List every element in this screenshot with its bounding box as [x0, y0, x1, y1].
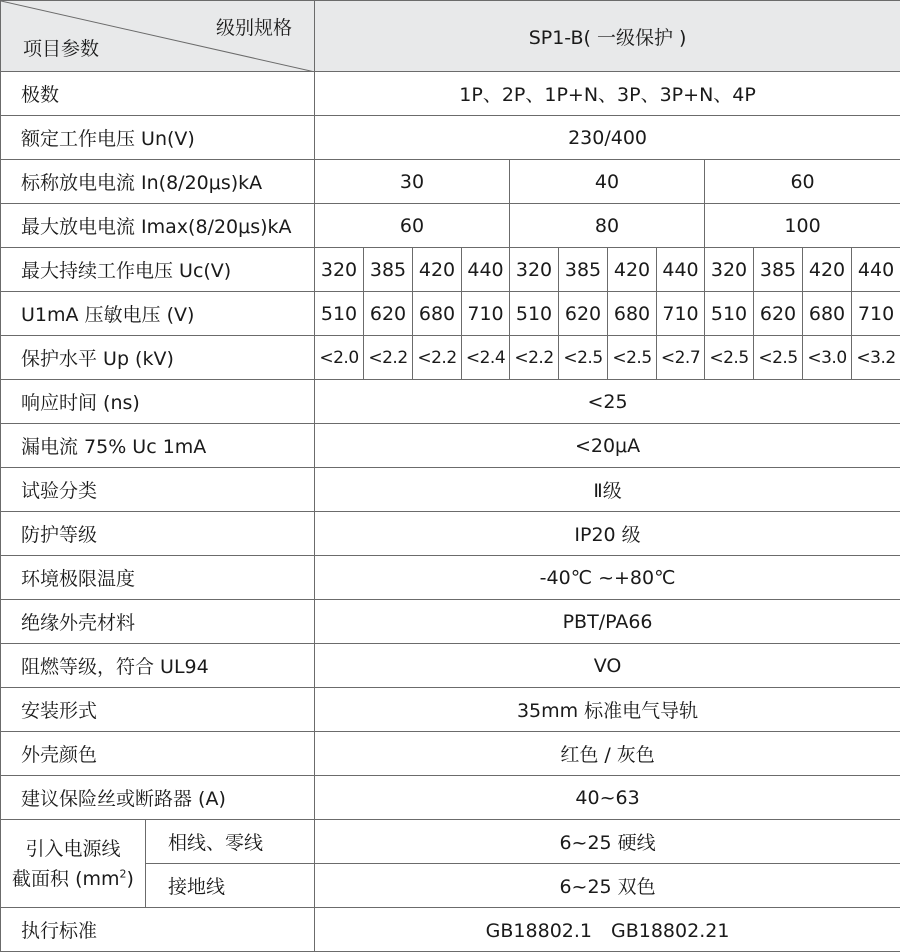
table-row: [1, 468, 900, 512]
row-value: 35mm 标准电气导轨: [315, 688, 900, 732]
row-label: 防护等级: [1, 512, 315, 556]
row-label: 外壳颜色: [1, 732, 315, 776]
row-value: 320: [510, 248, 559, 292]
row-value: VO: [315, 644, 900, 688]
row-value: GB18802.1 GB18802.21: [315, 908, 900, 952]
row-value: <20μA: [315, 424, 900, 468]
row-value: <2.5: [608, 336, 657, 380]
table-row: [1, 292, 900, 336]
row-value: <2.2: [510, 336, 559, 380]
row-label: 极数: [1, 72, 315, 116]
table-row: [1, 776, 900, 820]
row-value: 620: [754, 292, 803, 336]
row-value: 440: [462, 248, 510, 292]
table-row: [1, 72, 900, 116]
table-row: [1, 160, 900, 204]
row-value: 710: [852, 292, 900, 336]
row-value: <2.2: [364, 336, 413, 380]
row-value: <2.0: [315, 336, 364, 380]
row-value: 710: [657, 292, 705, 336]
row-label: 响应时间 (ns): [1, 380, 315, 424]
row-value: 620: [364, 292, 413, 336]
row-value: 385: [754, 248, 803, 292]
row-value: 620: [559, 292, 608, 336]
row-value: 40: [510, 160, 705, 204]
row-label: 最大放电电流 Imax(8/20μs)kA: [1, 204, 315, 248]
table-row: [1, 380, 900, 424]
row-value: 40~63: [315, 776, 900, 820]
row-label: 标称放电电流 In(8/20μs)kA: [1, 160, 315, 204]
row-label: 环境极限温度: [1, 556, 315, 600]
row-value: 510: [315, 292, 364, 336]
row-value: <3.2: [852, 336, 900, 380]
table-row: [1, 644, 900, 688]
table-row: [1, 908, 900, 952]
table-row: [1, 820, 900, 864]
corner-param-label: 项目参数: [23, 34, 99, 61]
row-value: 320: [315, 248, 364, 292]
row-value: <2.5: [559, 336, 608, 380]
phase-wire-value: 6~25 硬线: [315, 820, 900, 864]
row-value: 420: [803, 248, 852, 292]
table-row: [1, 556, 900, 600]
row-value: 680: [413, 292, 462, 336]
row-value: <2.2: [413, 336, 462, 380]
row-value: 320: [705, 248, 754, 292]
row-label: 安装形式: [1, 688, 315, 732]
row-label: 建议保险丝或断路器 (A): [1, 776, 315, 820]
row-value: 385: [364, 248, 413, 292]
table-row: [1, 116, 900, 160]
row-label: U1mA 压敏电压 (V): [1, 292, 315, 336]
row-label: 最大持续工作电压 Uc(V): [1, 248, 315, 292]
row-value: <2.5: [705, 336, 754, 380]
row-value: <2.7: [657, 336, 705, 380]
wire-label-prefix: 截面积 (mm: [12, 868, 119, 890]
row-label: 阻燃等级，符合 UL94: [1, 644, 315, 688]
row-value: 60: [705, 160, 900, 204]
table-row: [1, 336, 900, 380]
row-value: 230/400: [315, 116, 900, 160]
ground-wire-value: 6~25 双色: [315, 864, 900, 908]
table-row: [1, 688, 900, 732]
row-value: 420: [413, 248, 462, 292]
row-label: 执行标准: [1, 908, 315, 952]
row-value: 440: [852, 248, 900, 292]
row-value: 680: [803, 292, 852, 336]
row-value: 红色 / 灰色: [315, 732, 900, 776]
row-value: <2.4: [462, 336, 510, 380]
row-label: 绝缘外壳材料: [1, 600, 315, 644]
row-value: 1P、2P、1P+N、3P、3P+N、4P: [315, 72, 900, 116]
row-value: <2.5: [754, 336, 803, 380]
row-label: 额定工作电压 Un(V): [1, 116, 315, 160]
row-value: IP20 级: [315, 512, 900, 556]
phase-wire-label: 相线、零线: [146, 820, 315, 864]
table-row: [1, 248, 900, 292]
wire-label-line2: [12, 868, 134, 890]
wire-label-exponent: 2: [120, 867, 127, 880]
row-value: 710: [462, 292, 510, 336]
row-value: 30: [315, 160, 510, 204]
row-value: 440: [657, 248, 705, 292]
table-row: [1, 732, 900, 776]
row-value: 385: [559, 248, 608, 292]
table-row: [1, 600, 900, 644]
corner-spec-label: 级别规格: [216, 13, 292, 40]
row-value: 60: [315, 204, 510, 248]
row-value: Ⅱ级: [315, 468, 900, 512]
row-label: 试验分类: [1, 468, 315, 512]
ground-wire-label: 接地线: [146, 864, 315, 908]
row-label: 保护水平 Up (kV): [1, 336, 315, 380]
row-value: <25: [315, 380, 900, 424]
row-value: 420: [608, 248, 657, 292]
row-value: PBT/PA66: [315, 600, 900, 644]
row-value: 100: [705, 204, 900, 248]
row-value: 510: [705, 292, 754, 336]
corner-header-cell: [1, 1, 315, 72]
wire-label-line1: 引入电源线: [25, 838, 120, 860]
row-value: 680: [608, 292, 657, 336]
row-value: 80: [510, 204, 705, 248]
table-row: [1, 512, 900, 556]
header-row: [1, 1, 900, 72]
table-row: [1, 204, 900, 248]
wire-group-label: [1, 820, 146, 908]
wire-label-suffix: ): [127, 868, 134, 890]
row-value: -40℃ ~+80℃: [315, 556, 900, 600]
row-label: 漏电流 75% Uc 1mA: [1, 424, 315, 468]
row-value: 510: [510, 292, 559, 336]
row-value: <3.0: [803, 336, 852, 380]
model-title: SP1-B( 一级保护 ): [315, 1, 900, 72]
table-row: [1, 424, 900, 468]
